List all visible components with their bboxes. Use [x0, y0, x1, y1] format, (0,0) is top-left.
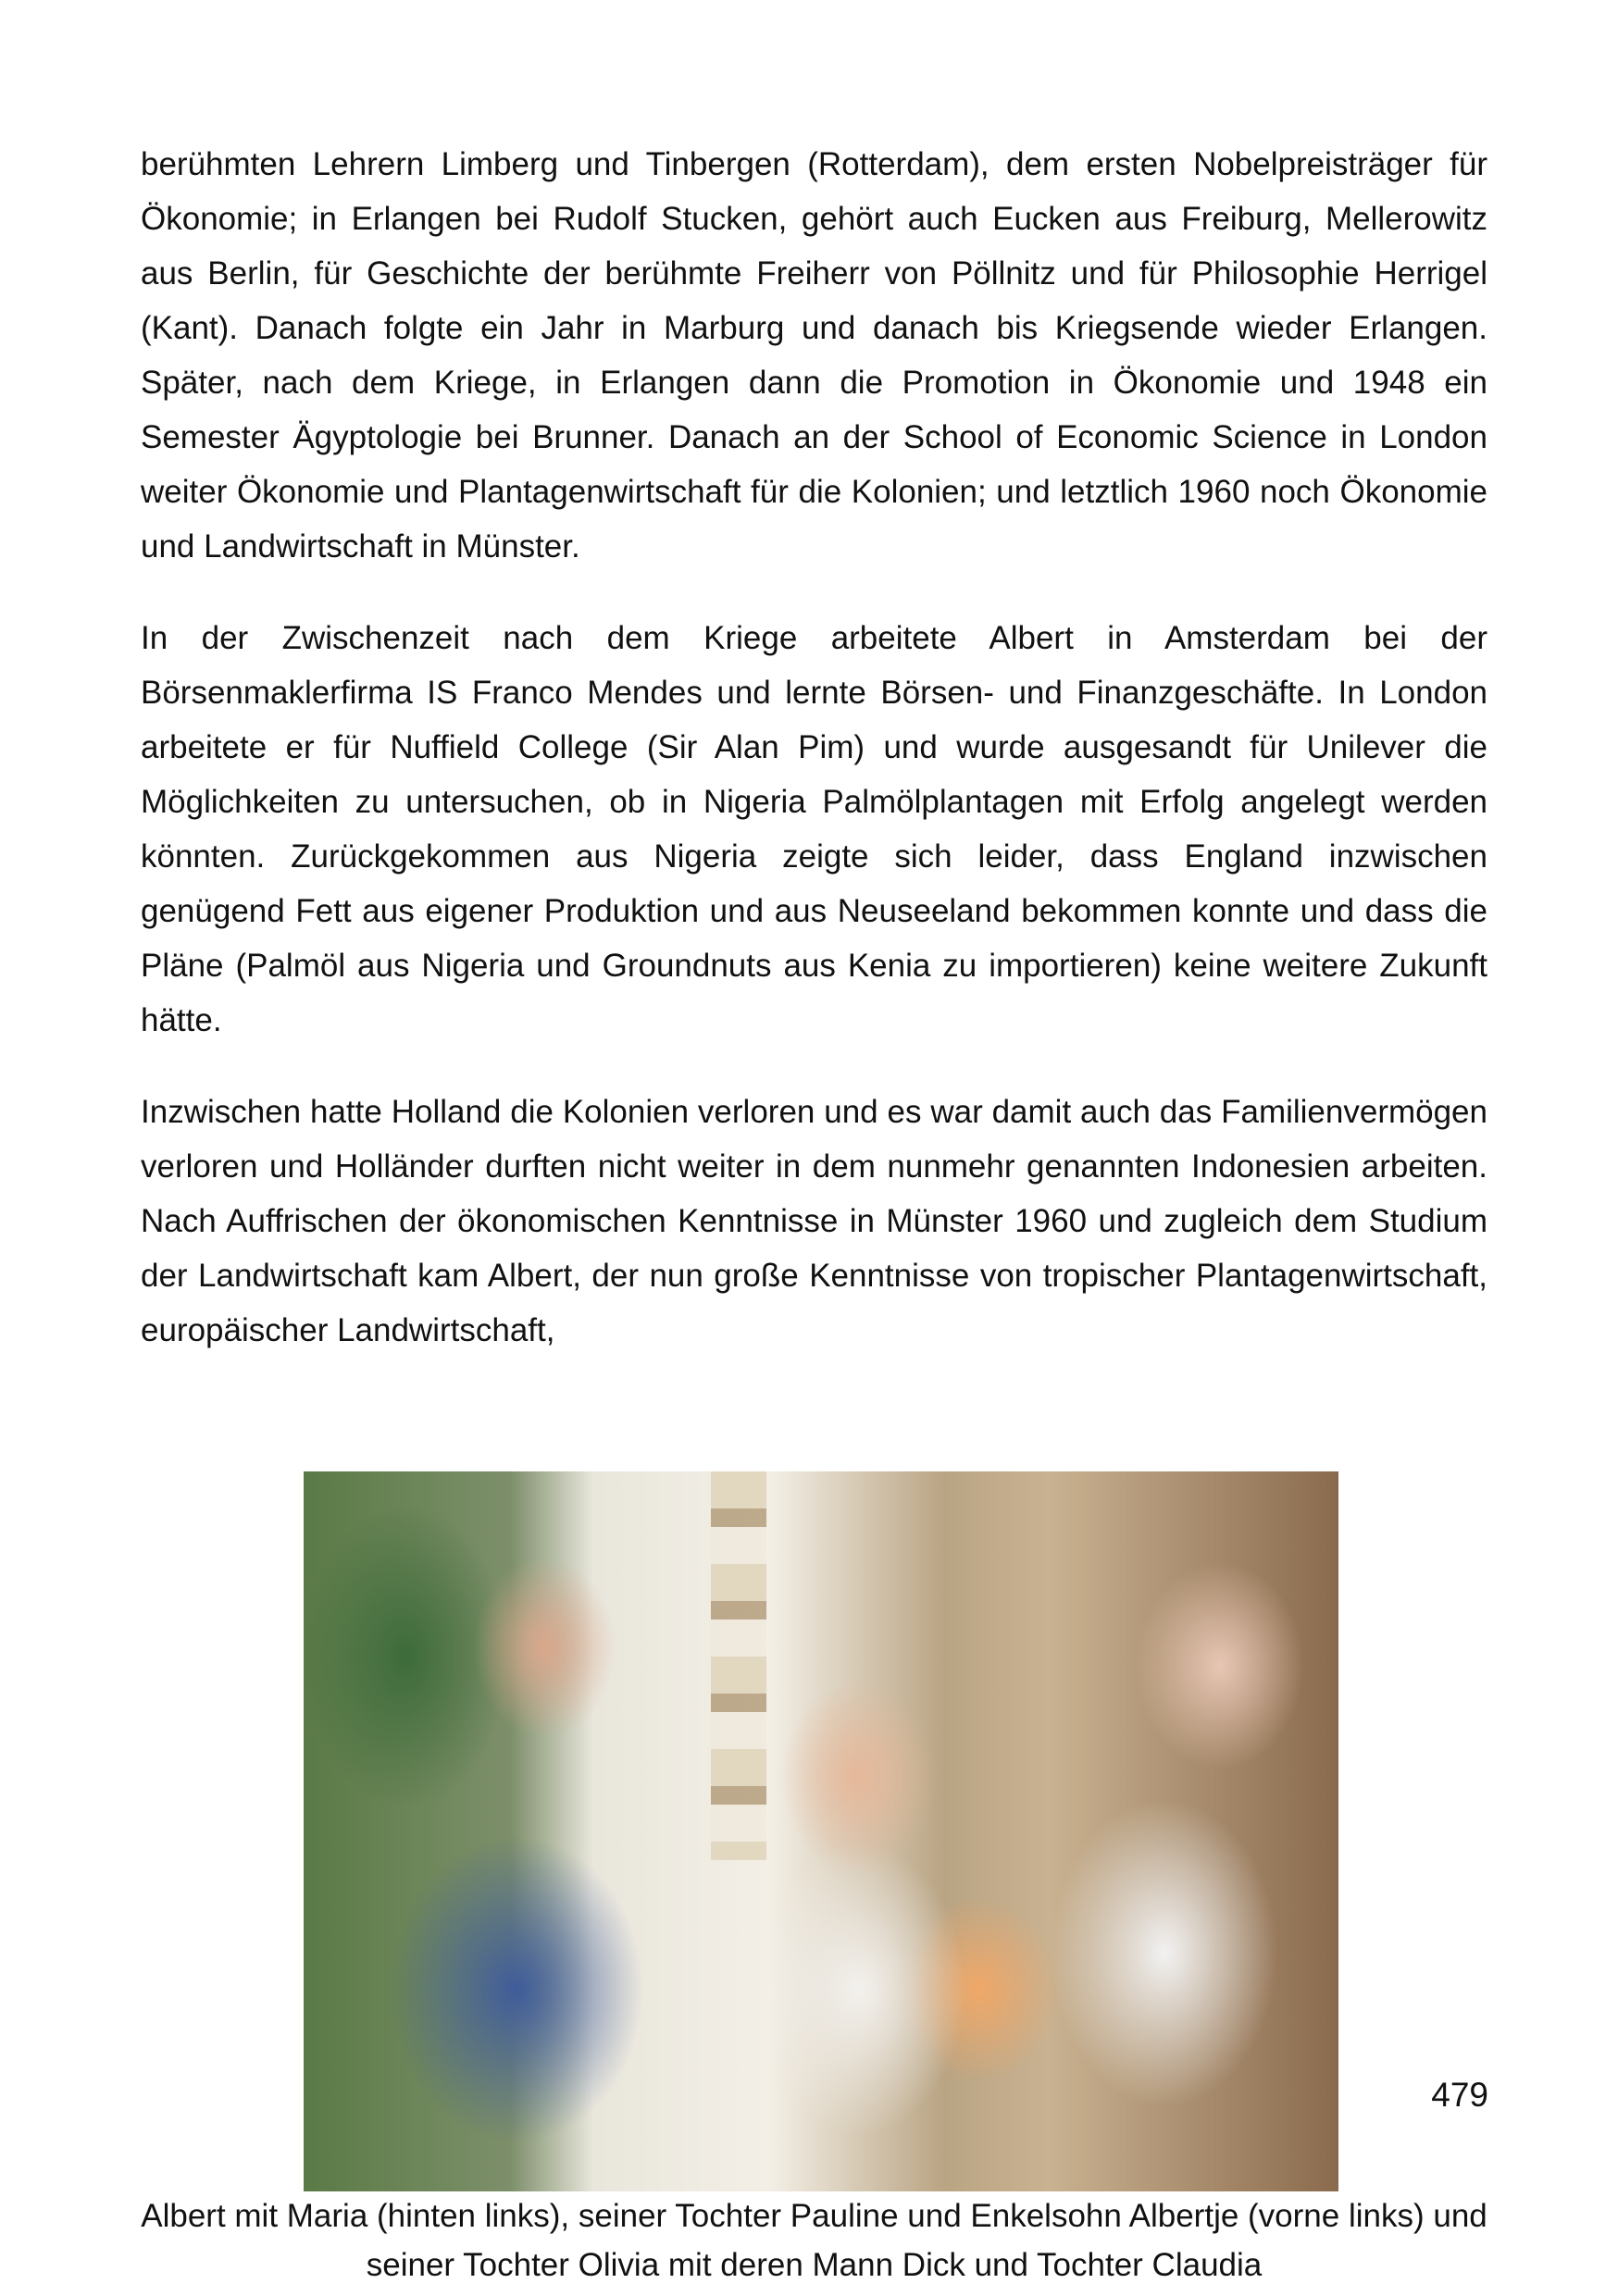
paragraph-3: Inzwischen hatte Holland die Kolonien verloren und es war damit auch das Familienvermögen verloren und Holländer durften nicht weiter in dem nunmehr genannten Indonesien arbeiten. Nach Auffrischen der ökonomischen Kenntnisse in Münster 1960 und zugleich dem Studium der Landwirtschaft kam Albert, der nun große Kenntnisse von tropischer Plantagenwirtschaft, europäischer Landwirtschaft, — [141, 1094, 1487, 1348]
page-number: 479 — [1431, 2076, 1488, 2114]
paragraph-1: berühmten Lehrern Limberg und Tinbergen (Rotterdam), dem ersten Nobelpreisträger für Ökonomie; in Erlangen bei Rudolf Stucken, gehört auch Eucken aus Freiburg, Mellerowitz aus Berlin, für Geschichte der berühmte Freiherr von Pöllnitz und für Philosophie Herrigel (Kant). Danach folgte ein Jahr in Marburg und danach bis Kriegsende wieder Erlangen. Später, nach dem Kriege, in Erlangen dann die Promotion in Ökonomie und 1948 ein Semester Ägyptologie bei Brunner. Danach an der School of Economic Science in London weiter Ökonomie und Plantagenwirtschaft für die Kolonien; und letztlich 1960 noch Ökonomie und Landwirtschaft in Münster. — [141, 146, 1487, 565]
family-photo — [304, 1471, 1338, 2191]
body-text — [141, 137, 1487, 1395]
paragraph-2: In der Zwischenzeit nach dem Kriege arbeitete Albert in Amsterdam bei der Börsenmaklerfirma IS Franco Mendes und lernte Börsen- und Finanzgeschäfte. In London arbeitete er für Nuffield College (Sir Alan Pim) und wurde ausgesandt für Unilever die Möglichkeiten zu untersuchen, ob in Nigeria Palmölplantagen mit Erfolg angelegt werden könnten. Zurückgekommen aus Nigeria zeigte sich leider, dass England inzwischen genügend Fett aus eigener Produktion und aus Neuseeland bekommen konnte und dass die Pläne (Palmöl aus Nigeria und Groundnuts aus Kenia zu importieren) keine weitere Zukunft hätte. — [141, 620, 1487, 1038]
photo-caption: Albert mit Maria (hinten links), seiner Tochter Pauline und Enkelsohn Albertje (vorne links) und seiner Tochter Olivia mit deren Mann Dick und Tochter Claudia — [141, 2198, 1487, 2283]
photo-wall-pattern — [711, 1471, 766, 1860]
